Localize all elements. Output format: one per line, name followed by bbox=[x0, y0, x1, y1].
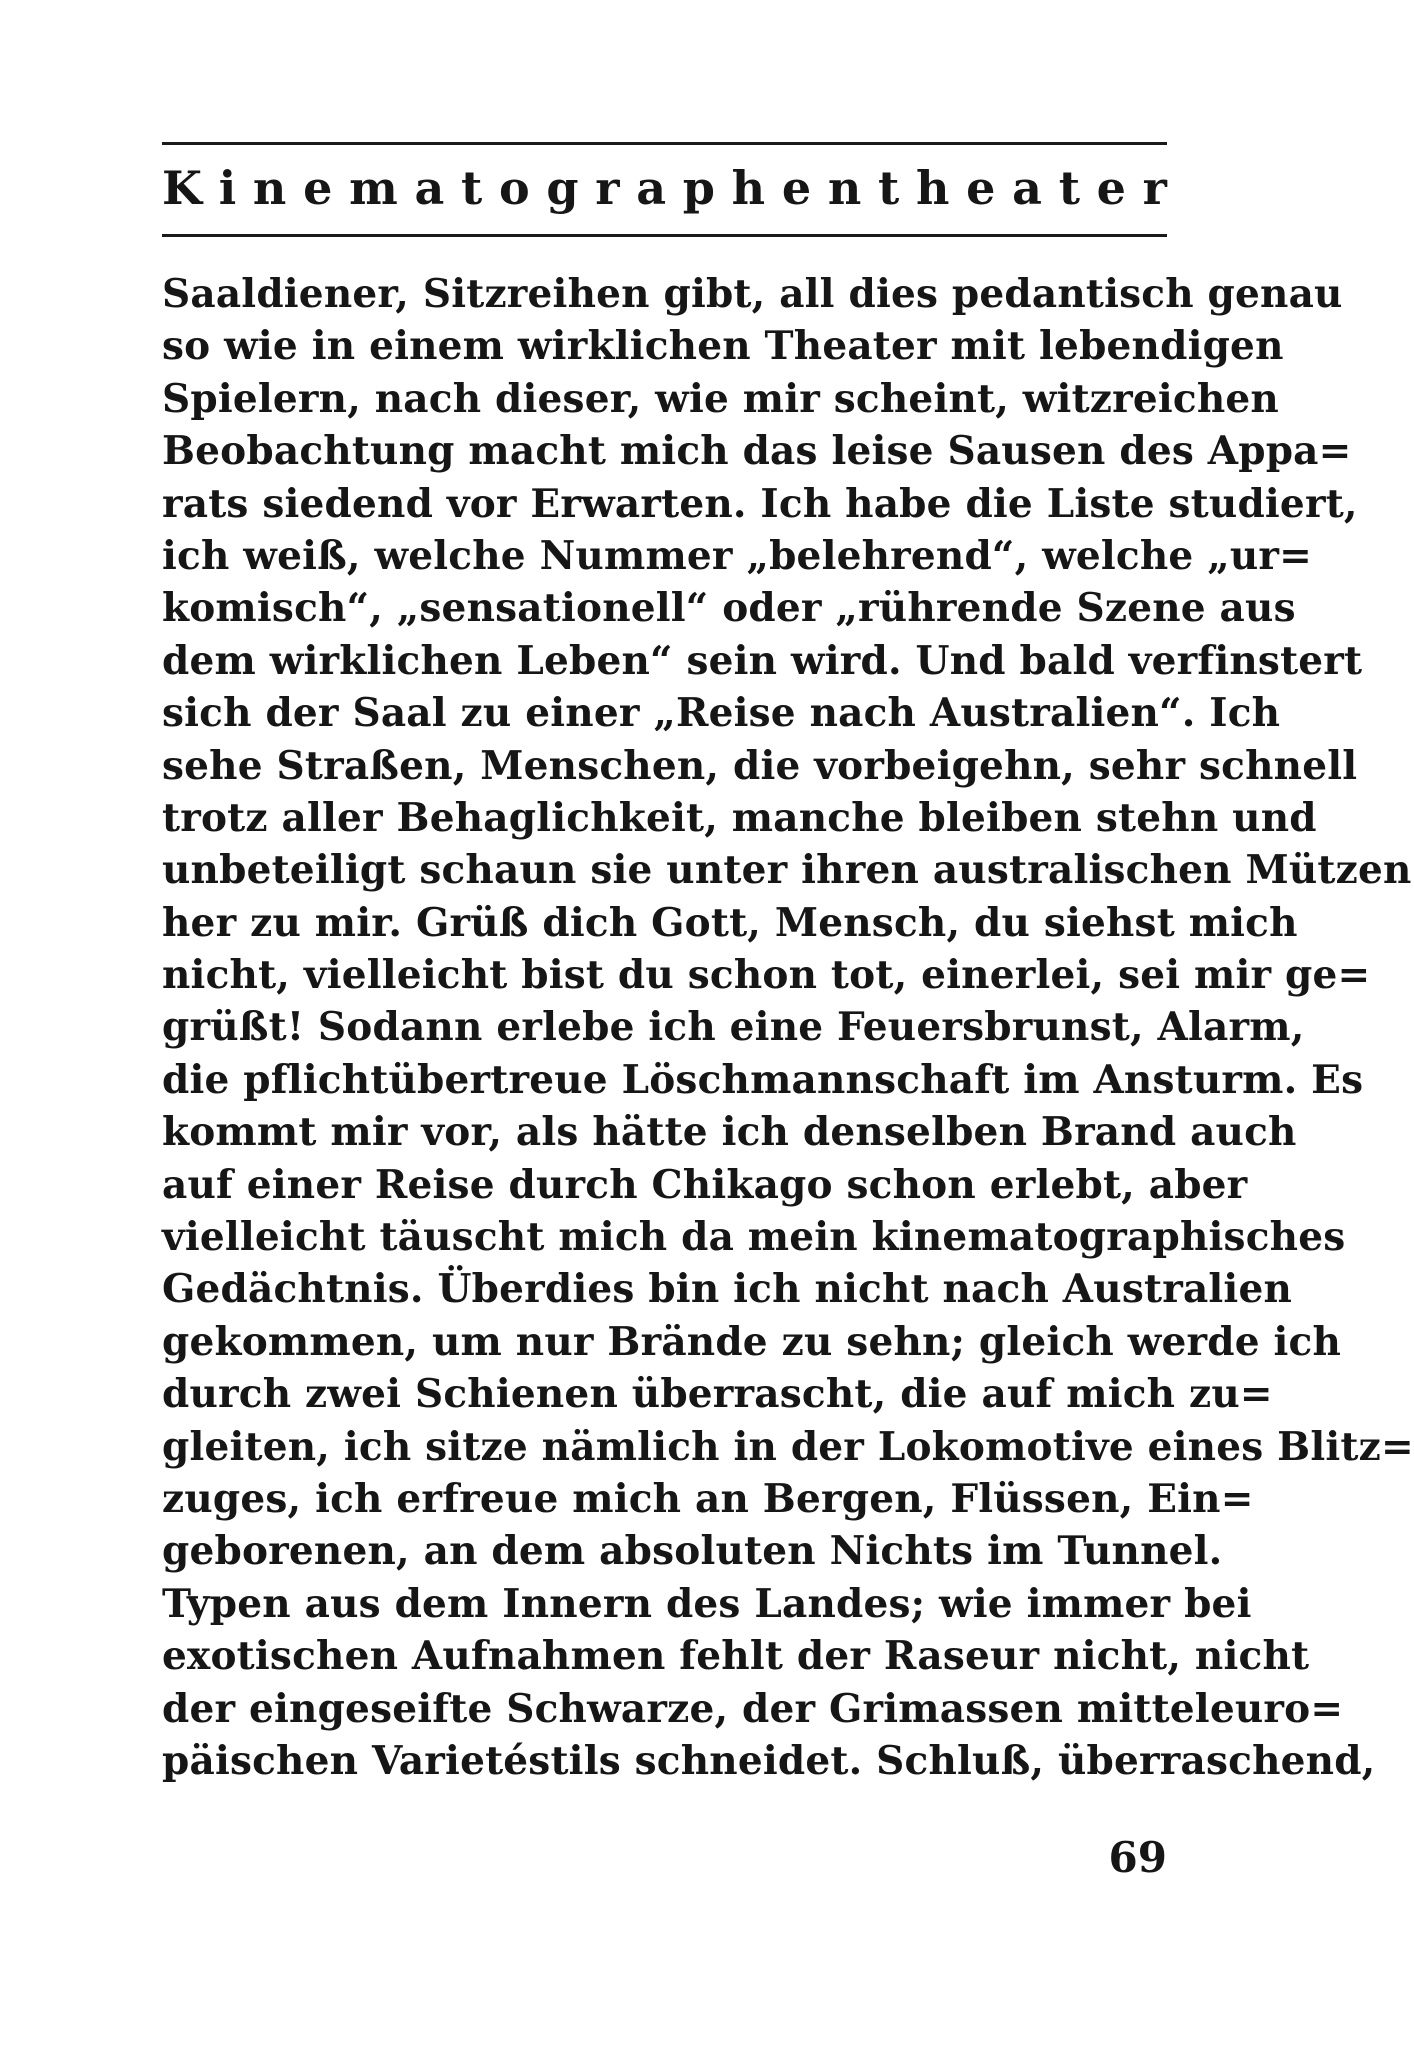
header-rule-bottom bbox=[162, 234, 1167, 237]
text-line: grüßt! Sodann erlebe ich eine Feuersbrunst, Alarm, bbox=[162, 1004, 1305, 1051]
text-line: Typen aus dem Innern des Landes; wie immer bei bbox=[162, 1580, 1252, 1627]
text-line: exotischen Aufnahmen fehlt der Raseur nicht, nicht bbox=[162, 1633, 1310, 1680]
text-line: der eingeseifte Schwarze, der Grimassen mitteleuro= bbox=[162, 1685, 1344, 1732]
text-line: so wie in einem wirklichen Theater mit lebendigen bbox=[162, 323, 1284, 370]
text-line: trotz aller Behaglichkeit, manche bleiben stehn und bbox=[162, 794, 1317, 841]
text-line: Beobachtung macht mich das leise Sausen des Appa= bbox=[162, 428, 1352, 475]
text-line: vielleicht täuscht mich da mein kinematographisches bbox=[162, 1214, 1346, 1261]
text-line: kommt mir vor, als hätte ich denselben Brand auch bbox=[162, 1109, 1297, 1156]
text-line: nicht, vielleicht bist du schon tot, einerlei, sei mir ge= bbox=[162, 952, 1371, 999]
text-line: Spielern, nach dieser, wie mir scheint, witzreichen bbox=[162, 375, 1279, 422]
running-head: K i n e m a t o g r a p h e n t h e a t e r bbox=[162, 161, 1167, 215]
text-line: gleiten, ich sitze nämlich in der Lokomotive eines Blitz= bbox=[162, 1423, 1414, 1470]
page-number: 69 bbox=[1108, 1833, 1167, 1882]
text-line: ich weiß, welche Nummer „belehrend“, welche „ur= bbox=[162, 532, 1313, 579]
text-line: gekommen, um nur Brände zu sehn; gleich werde ich bbox=[162, 1318, 1342, 1365]
text-line: komisch“, „sensationell“ oder „rührende Szene aus bbox=[162, 585, 1296, 632]
header-rule-top bbox=[162, 142, 1167, 145]
text-line: sehe Straßen, Menschen, die vorbeigehn, sehr schnell bbox=[162, 742, 1358, 789]
text-line: die pflichtübertreue Löschmannschaft im Ansturm. Es bbox=[162, 1056, 1364, 1103]
body-text bbox=[162, 268, 1414, 1787]
text-line: rats siedend vor Erwarten. Ich habe die Liste studiert, bbox=[162, 480, 1358, 527]
text-line: durch zwei Schienen überrascht, die auf mich zu= bbox=[162, 1371, 1273, 1418]
text-line: zuges, ich erfreue mich an Bergen, Flüssen, Ein= bbox=[162, 1475, 1254, 1522]
text-line: Gedächtnis. Überdies bin ich nicht nach Australien bbox=[162, 1266, 1293, 1313]
text-line: auf einer Reise durch Chikago schon erlebt, aber bbox=[162, 1161, 1248, 1208]
text-line: her zu mir. Grüß dich Gott, Mensch, du siehst mich bbox=[162, 899, 1298, 946]
text-line: dem wirklichen Leben“ sein wird. Und bald verfinstert bbox=[162, 637, 1363, 684]
text-line: geborenen, an dem absoluten Nichts im Tunnel. bbox=[162, 1528, 1223, 1575]
text-line: päischen Varietéstils schneidet. Schluß, überraschend, bbox=[162, 1737, 1376, 1784]
text-line: sich der Saal zu einer „Reise nach Australien“. Ich bbox=[162, 690, 1281, 737]
text-line: unbeteiligt schaun sie unter ihren australischen Mützen bbox=[162, 847, 1412, 894]
text-line: Saaldiener, Sitzreihen gibt, all dies pedantisch genau bbox=[162, 271, 1343, 317]
